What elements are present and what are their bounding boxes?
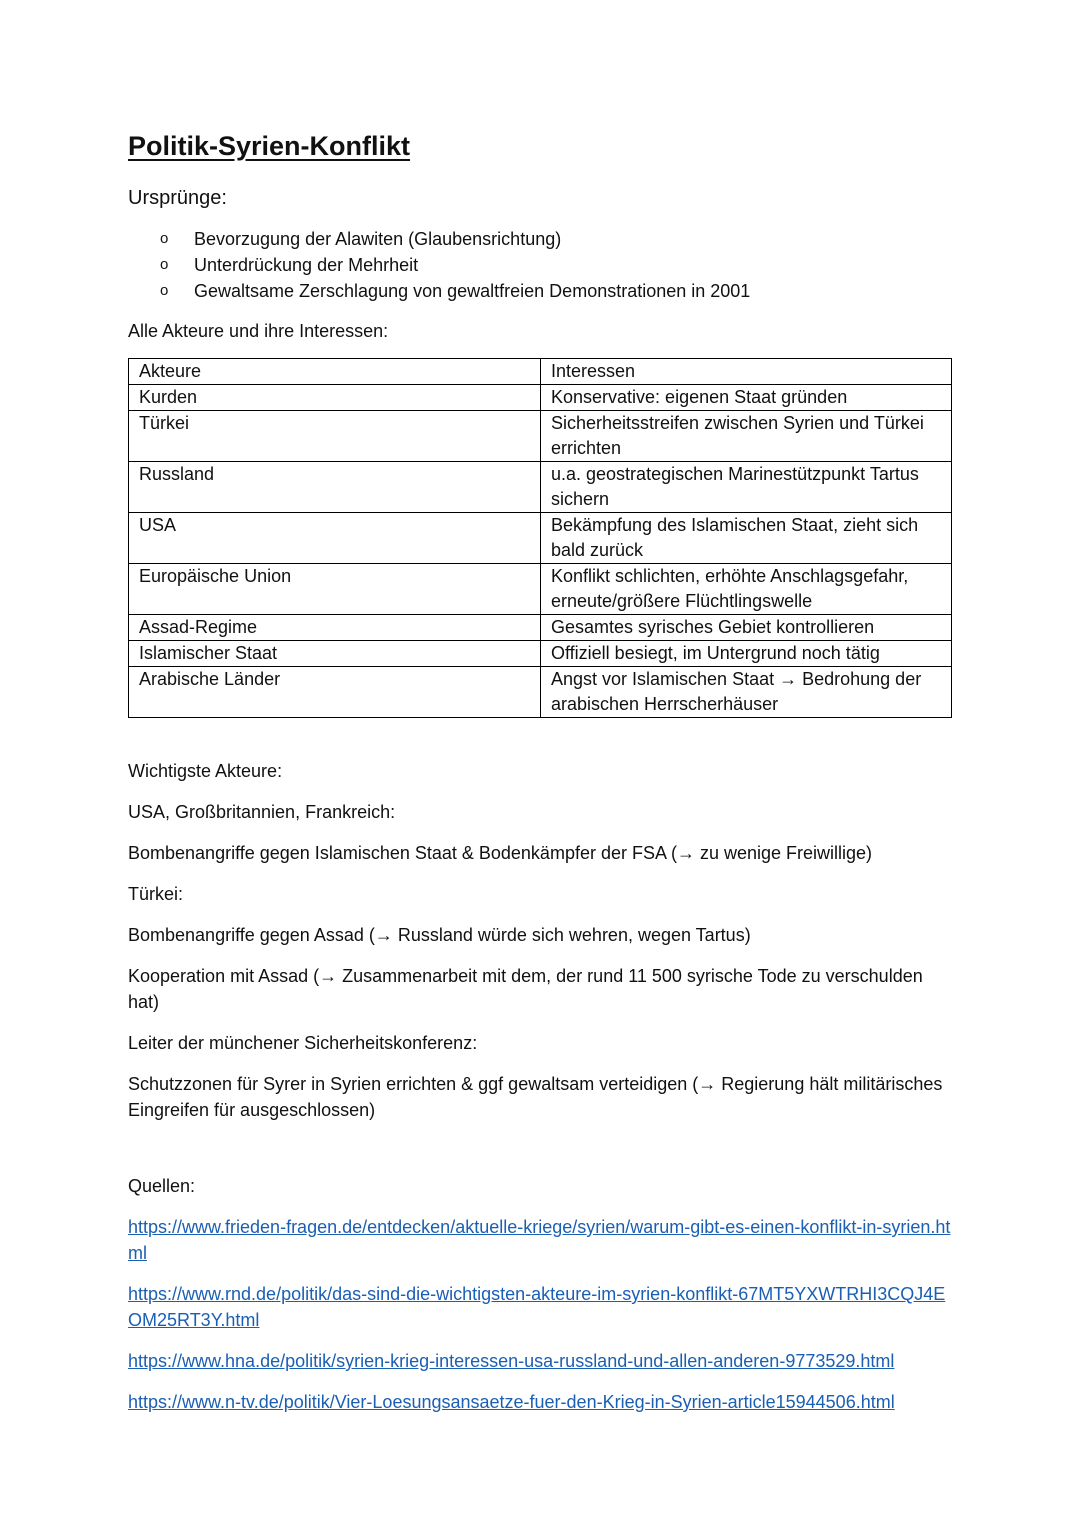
interest-cell: Bekämpfung des Islamischen Staat, zieht sich bald zurück (541, 513, 952, 564)
actor-cell: Russland (129, 462, 541, 513)
interest-cell: Konservative: eigenen Staat gründen (541, 385, 952, 411)
table-row (129, 641, 952, 667)
table-row (129, 385, 952, 411)
important-heading: Wichtigste Akteure: (128, 761, 283, 781)
actor-cell: Arabische Länder (129, 667, 541, 718)
bullet-icon: o (160, 230, 169, 247)
interest-cell: Sicherheitsstreifen zwischen Syrien und Türkei errichten (541, 411, 952, 462)
interest-cell: Gesamtes syrisches Gebiet kontrollieren (541, 615, 952, 641)
document-title: Politik-Syrien-Konflikt (128, 131, 411, 161)
interest-cell: Offiziell besiegt, im Untergrund noch tätig (541, 641, 952, 667)
source-link[interactable]: https://www.hna.de/politik/syrien-krieg-interessen-usa-russland-und-allen-anderen-9773529.html (128, 1351, 895, 1371)
msc-text: Schutzzonen für Syrer in Syrien errichten & ggf gewaltsam verteidigen (→ Regierung hält militärisches Eingreifen für ausgeschlossen) (128, 1074, 943, 1120)
list-item: o Bevorzugung der Alawiten (Glaubensrichtung) (160, 226, 952, 252)
msc-label: Leiter der münchener Sicherheitskonferenz: (128, 1033, 478, 1053)
important-actors-section (128, 758, 952, 1123)
table-row (129, 513, 952, 564)
interest-cell: Konflikt schlichten, erhöhte Anschlagsgefahr, erneute/größere Flüchtlingswelle (541, 564, 952, 615)
actor-cell: Kurden (129, 385, 541, 411)
table-row (129, 411, 952, 462)
actor-cell: USA (129, 513, 541, 564)
list-item: o Gewaltsame Zerschlagung von gewaltfreien Demonstrationen in 2001 (160, 278, 952, 304)
source-link[interactable]: https://www.rnd.de/politik/das-sind-die-wichtigsten-akteure-im-syrien-konflikt-67MT5YXWTRHI3CQJ4EOM25RT3Y.html (128, 1284, 946, 1330)
table-row (129, 462, 952, 513)
table-row (129, 564, 952, 615)
table-header-row (129, 359, 952, 385)
bullet-icon: o (160, 256, 169, 273)
source-link[interactable]: https://www.frieden-fragen.de/entdecken/aktuelle-kriege/syrien/warum-gibt-es-einen-konflikt-in-syrien.html (128, 1217, 951, 1263)
sources-section (128, 1173, 952, 1415)
table-header-cell: Akteure (129, 359, 541, 385)
source-link[interactable]: https://www.n-tv.de/politik/Vier-Loesungsansaetze-fuer-den-Krieg-in-Syrien-article15944506.html (128, 1392, 895, 1412)
actor-cell: Türkei (129, 411, 541, 462)
bullet-icon: o (160, 282, 169, 299)
turkey-label: Türkei: (128, 884, 184, 904)
table-header-cell: Interessen (541, 359, 952, 385)
actor-cell: Islamischer Staat (129, 641, 541, 667)
sources-heading: Quellen: (128, 1176, 196, 1196)
table-row (129, 615, 952, 641)
list-item: o Unterdrückung der Mehrheit (160, 252, 952, 278)
actors-heading: Alle Akteure und ihre Interessen: (128, 321, 389, 341)
actor-cell: Assad-Regime (129, 615, 541, 641)
turkey-text-1: Bombenangriffe gegen Assad (→ Russland würde sich wehren, wegen Tartus) (128, 925, 751, 945)
usa-gb-fr-text: Bombenangriffe gegen Islamischen Staat & Bodenkämpfer der FSA (→ zu wenige Freiwillige) (128, 843, 873, 863)
table-row (129, 667, 952, 718)
origins-heading: Ursprünge: (128, 187, 227, 209)
origins-list (128, 226, 952, 304)
document-page (128, 128, 952, 1430)
interest-cell: Angst vor Islamischen Staat → Bedrohung der arabischen Herrscherhäuser (541, 667, 952, 718)
usa-gb-fr-label: USA, Großbritannien, Frankreich: (128, 802, 396, 822)
actor-cell: Europäische Union (129, 564, 541, 615)
interest-cell: u.a. geostrategischen Marinestützpunkt Tartus sichern (541, 462, 952, 513)
turkey-text-2: Kooperation mit Assad (→ Zusammenarbeit mit dem, der rund 11 500 syrische Tode zu verschulden hat) (128, 966, 923, 1012)
actors-table (128, 358, 952, 718)
